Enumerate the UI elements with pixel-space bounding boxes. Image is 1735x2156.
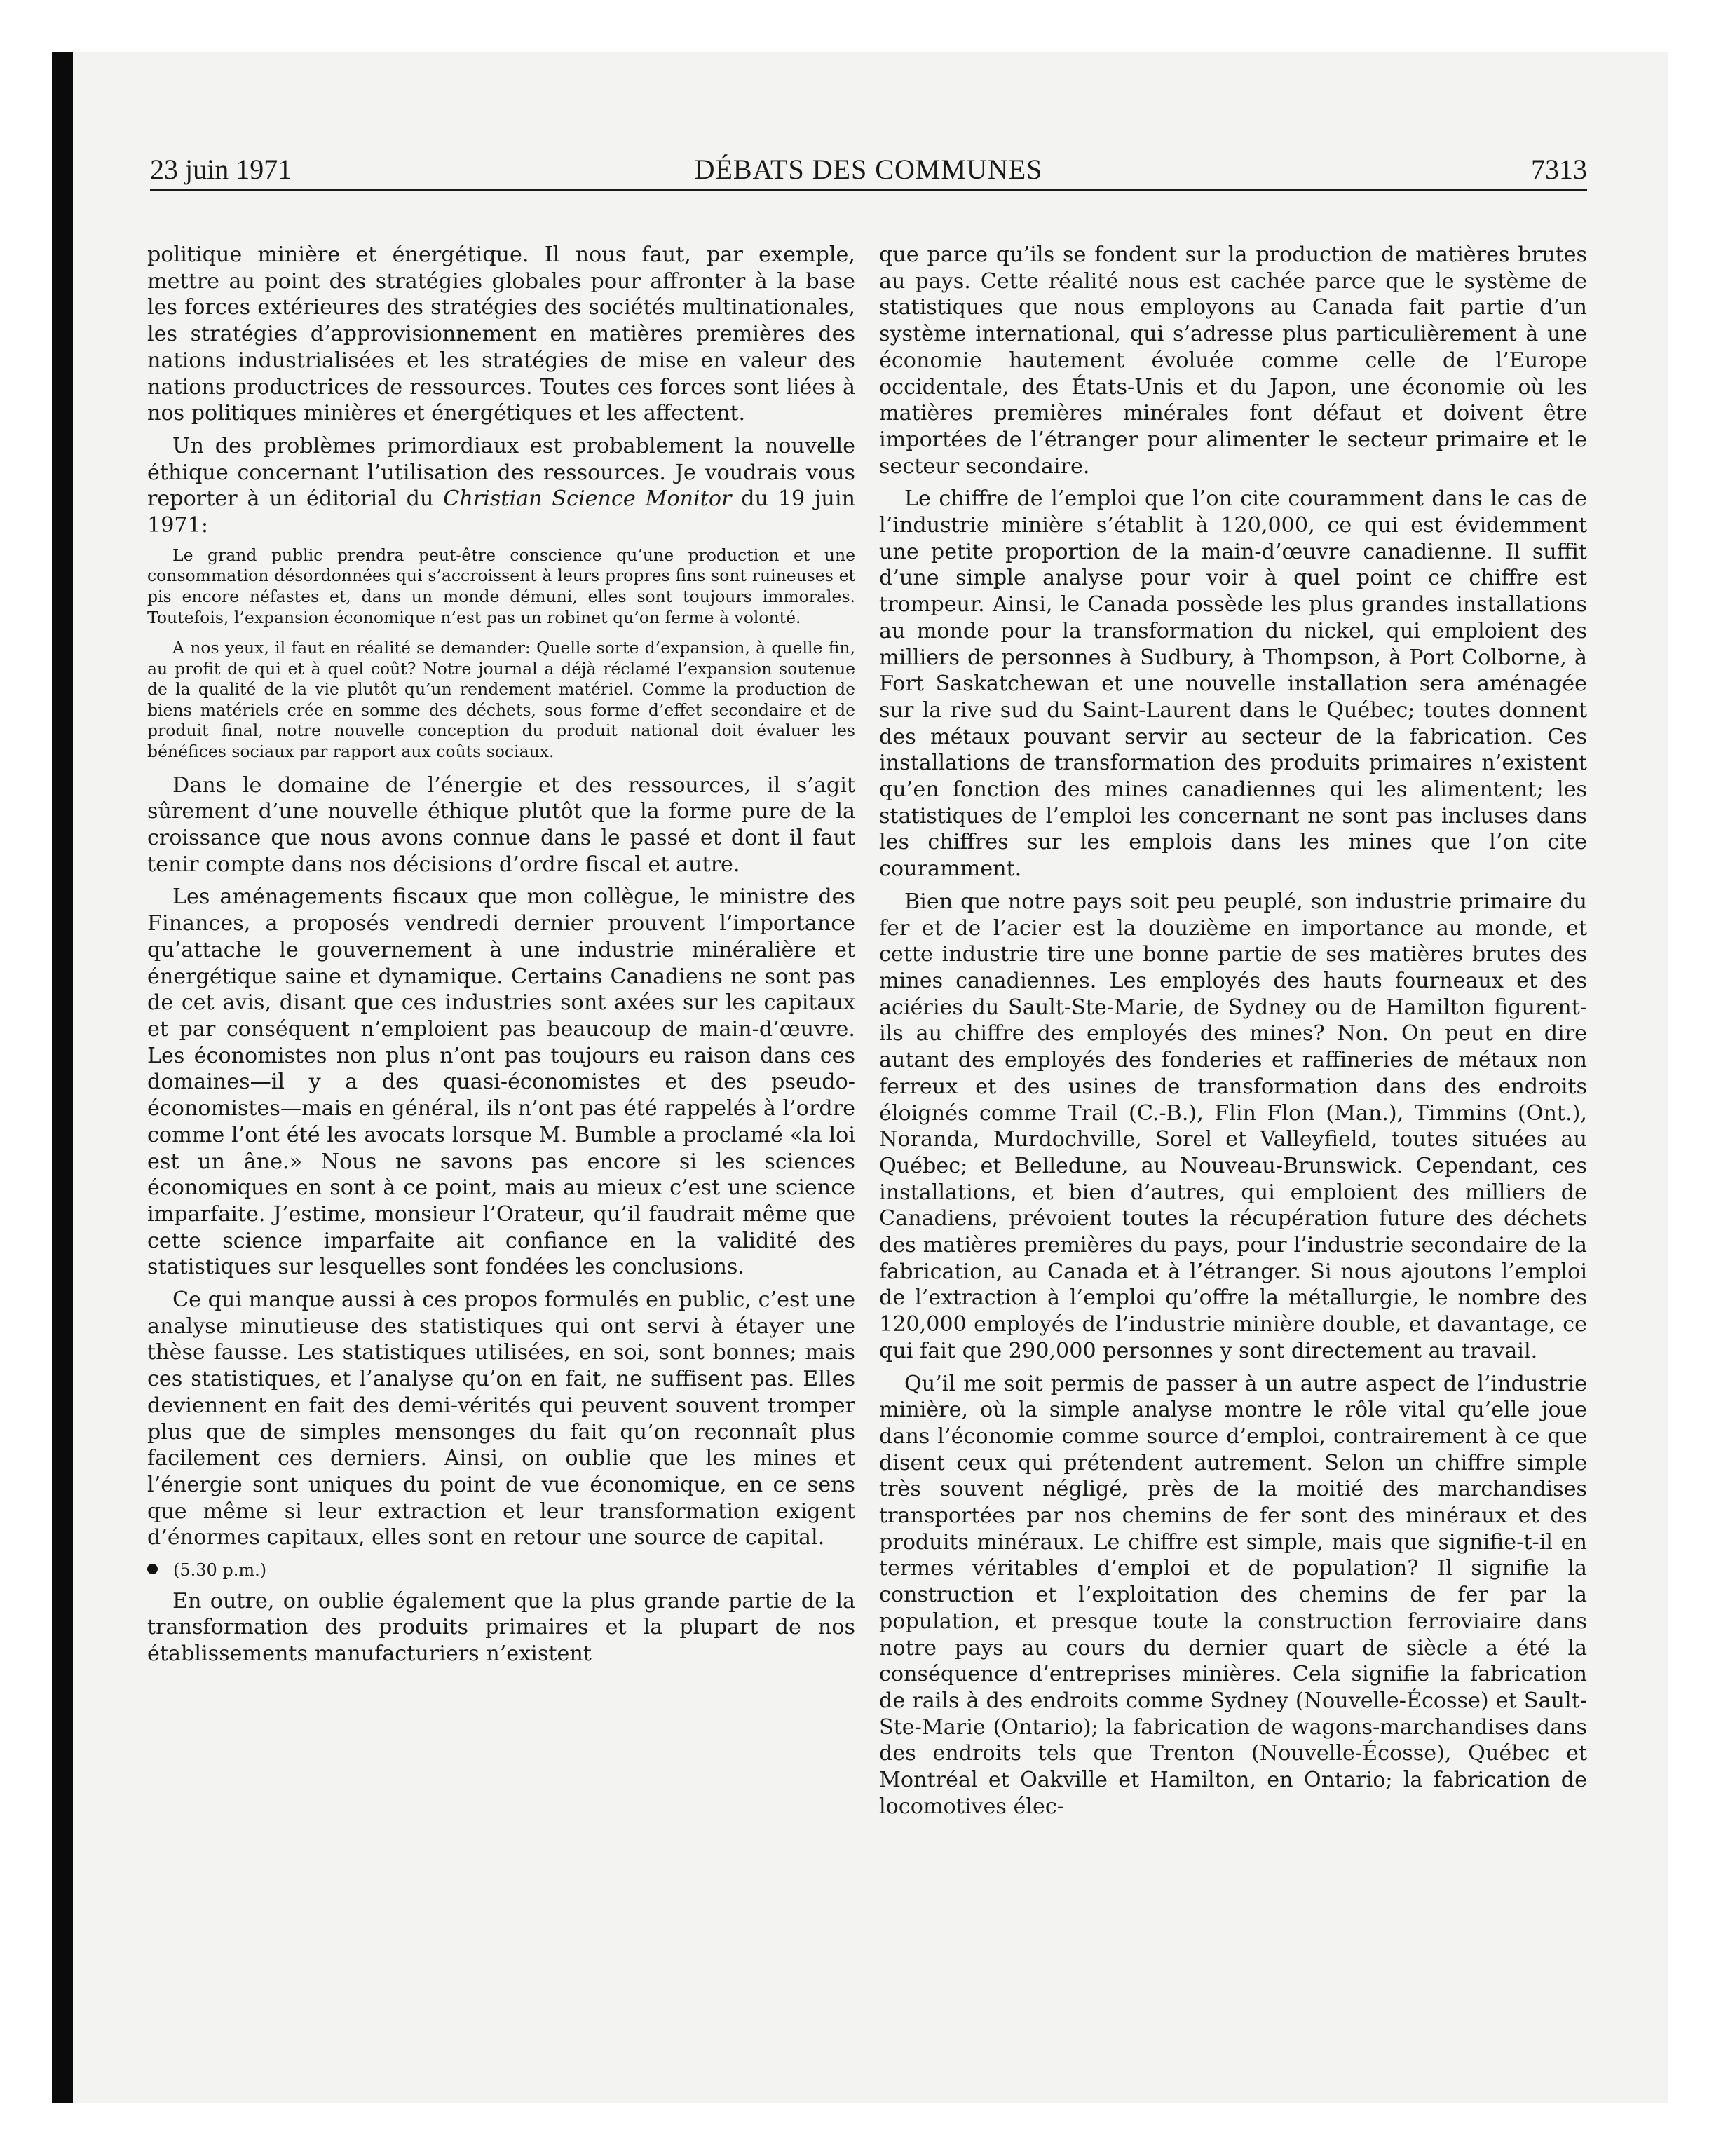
time-marker-text: (5.30 p.m.) bbox=[173, 1560, 267, 1581]
paragraph: politique minière et énergétique. Il nous faut, par exemple, mettre au point des stratégies globales pour affronter à la base les forces extérieures des stratégies des sociétés multinationales, les stratégies d’approvisionnement en matières premières des nations industrialisées et les stratégies de mise en valeur des nations productrices de ressources. Toutes ces forces sont liées à nos politiques minières et énergétiques et les affectent. bbox=[147, 243, 855, 426]
time-marker bbox=[147, 1557, 855, 1584]
paragraph: Les aménagements fiscaux que mon collègue, le ministre des Finances, a proposés vendredi dernier prouvent l’importance qu’attache le gouvernement à une industrie minéralière et énergétique saine et dynamique. Certains Canadiens ne sont pas de cet avis, disant que ces industries sont axées sur les capitaux et par conséquent n’emploient pas beaucoup de main-d’œuvre. Les économistes non plus n’ont pas toujours eu raison dans ces domaines—il y a des quasi-économistes et des pseudo-économistes—mais en général, ils n’ont pas été rappelés à l’ordre comme l’ont été les avocats lorsque M. Bumble a proclamé «la loi est un âne.» Nous ne savons pas encore si les sciences économiques en sont à ce point, mais au mieux c’est une science imparfaite. J’estime, monsieur l’Orateur, qu’il faudrait même que cette science imparfaite ait confiance en la validité des statistiques sur lesquelles sont fondées les conclusions. bbox=[147, 885, 855, 1280]
header-page-number: 7313 bbox=[1531, 153, 1587, 185]
header-date: 23 juin 1971 bbox=[150, 153, 292, 185]
paragraph: que parce qu’ils se fondent sur la production de matières brutes au pays. Cette réalité nous est cachée parce que le système de statistiques que nous employons au Canada fait partie d’un système international, qui s’adresse plus particulièrement à une économie hautement évoluée comme celle de l’Europe occidentale, des États-Unis et du Japon, une économie où les matières premières minérales font défaut et doivent être importées de l’étranger pour alimenter le secteur primaire et le secteur secondaire. bbox=[879, 243, 1587, 479]
paragraph: En outre, on oublie également que la plus grande partie de la transformation des produits primaires et la plupart de nos établissements manufacturiers n’existent bbox=[147, 1588, 855, 1667]
paragraph bbox=[147, 433, 855, 539]
quotation: A nos yeux, il faut en réalité se demander: Quelle sorte d’expansion, à quelle fin, au profit de qui et à quel coût? Notre journal a déjà réclamé l’expansion soutenue de la qualité de la vie plutôt qu’un rendement matériel. Comme la production de biens matériels crée en somme des déchets, sous forme d’effet secondaire et de produit final, notre nouvelle conception du produit national doit évaluer les bénéfices sociaux par rapport aux coûts sociaux. bbox=[147, 638, 855, 762]
paragraph: Ce qui manque aussi à ces propos formulés en public, c’est une analyse minutieuse des statistiques qui ont servi à étayer une thèse fausse. Les statistiques utilisées, en soi, sont bonnes; mais ces statistiques, et l’analyse qu’on en fait, ne suffisent pas. Elles deviennent en fait des demi-vérités qui peuvent souvent tromper plus que de simples mensonges du fait qu’on reconnaît plus facilement ces derniers. Ainsi, on oublie que les mines et l’énergie sont uniques du point de vue économique, en ce sens que même si leur extraction et leur transformation exigent d’énormes capitaux, elles sont en retour une source de capital. bbox=[147, 1288, 855, 1550]
page-header bbox=[150, 153, 1587, 191]
binding-edge bbox=[52, 52, 73, 2103]
left-column bbox=[147, 242, 855, 1674]
paragraph-text: du 19 juin 1971: bbox=[147, 486, 855, 538]
paragraph: Bien que notre pays soit peu peuplé, son industrie primaire du fer et de l’acier est la douzième en importance au monde, et cette industrie tire une bonne partie de ses matières brutes des mines canadiennes. Les employés des hauts fourneaux et des aciéries du Sault-Ste-Marie, de Sydney ou de Hamilton figurent-ils au chiffre des employés des mines? Non. On peut en dire autant des employés des fonderies et raffineries de métaux non ferreux et des usines de transformation dans des endroits éloignés comme Trail (C.-B.), Flin Flon (Man.), Timmins (Ont.), Noranda, Murdochville, Sorel et Valleyfield, toutes situées au Québec; et Belledune, au Nouveau-Brunswick. Cependant, ces installations, et bien d’autres, qui emploient des milliers de Canadiens, prévoient toutes la récupération future des déchets des matières premières du pays, pour l’industrie secondaire de la fabrication, au Canada et à l’étranger. Si nous ajoutons l’emploi de l’extraction à l’emploi qu’offre la métallurgie, le nombre des 120,000 employés de l’industrie minière double, et davantage, ce qui fait que 290,000 personnes y sont directement au travail. bbox=[879, 889, 1587, 1363]
paragraph-text: Un des problèmes primordiaux est probablement la nouvelle éthique concernant l’utilisation des ressources. Je voudrais vous reporter à un éditorial du bbox=[147, 433, 855, 512]
quotation: Le grand public prendra peut-être conscience qu’une production et une consommation désordonnées qui s’accroissent à leurs propres fins sont ruineuses et pis encore néfastes et, dans un monde démuni, elles sont toujours immorales. Toutefois, l’expansion économique n’est pas un robinet qu’on ferme à volonté. bbox=[147, 545, 855, 627]
paragraph: Le chiffre de l’emploi que l’on cite couramment dans le cas de l’industrie minière s’établit à 120,000, ce qui est évidemment une petite proportion de la main-d’œuvre canadienne. Il suffit d’une simple analyse pour voir à quel point ce chiffre est trompeur. Ainsi, le Canada possède les plus grandes installations au monde pour la transformation du nickel, qui emploient des milliers de personnes à Sudbury, à Thompson, à Port Colborne, à Fort Saskatchewan et une nouvelle installation sera aménagée sur la rive sud du Saint-Laurent dans le Québec; toutes donnent des métaux pouvant servir au secteur de la fabrication. Ces installations de transformation des produits primaires n’existent qu’en fonction des mines canadiennes qui les alimentent; les statistiques de l’emploi les concernant ne sont pas incluses dans les chiffres sur les emplois dans les mines que l’on cite couramment. bbox=[879, 486, 1587, 882]
paragraph: Qu’il me soit permis de passer à un autre aspect de l’industrie minière, où la simple analyse montre le rôle vital qu’elle joue dans l’économie comme source d’emploi, contrairement à ce que disent ceux qui prétendent autrement. Selon un chiffre simple très souvent négligé, près de la moitié des marchandises transportées par nos chemins de fer sont des minéraux et des produits minéraux. Le chiffre est simple, mais que signifie-t-il en termes véritables d’emploi et de population? Il signifie la construction et l’exploitation des chemins de fer par la population, et presque toute la construction ferroviaire dans notre pays au cours du dernier quart de siècle a été la conséquence d’entreprises minières. Cela signifie la fabrication de rails à des endroits comme Sydney (Nouvelle-Écosse) et Sault-Ste-Marie (Ontario); la fabrication de wagons-marchandises dans des endroits tels que Trenton (Nouvelle-Écosse), Québec et Montréal et Oakville et Hamilton, en Ontario; la fabrication de locomotives élec- bbox=[879, 1371, 1587, 1819]
paragraph: Dans le domaine de l’énergie et des ressources, il s’agit sûrement d’une nouvelle éthique plutôt que la forme pure de la croissance que nous avons connue dans le passé et dont il faut tenir compte dans nos décisions d’ordre fiscal et autre. bbox=[147, 772, 855, 877]
bullet-icon bbox=[147, 1564, 158, 1574]
header-title: DÉBATS DES COMMUNES bbox=[694, 153, 1043, 185]
right-column bbox=[879, 242, 1587, 1826]
publication-title: Christian Science Monitor bbox=[443, 486, 732, 512]
